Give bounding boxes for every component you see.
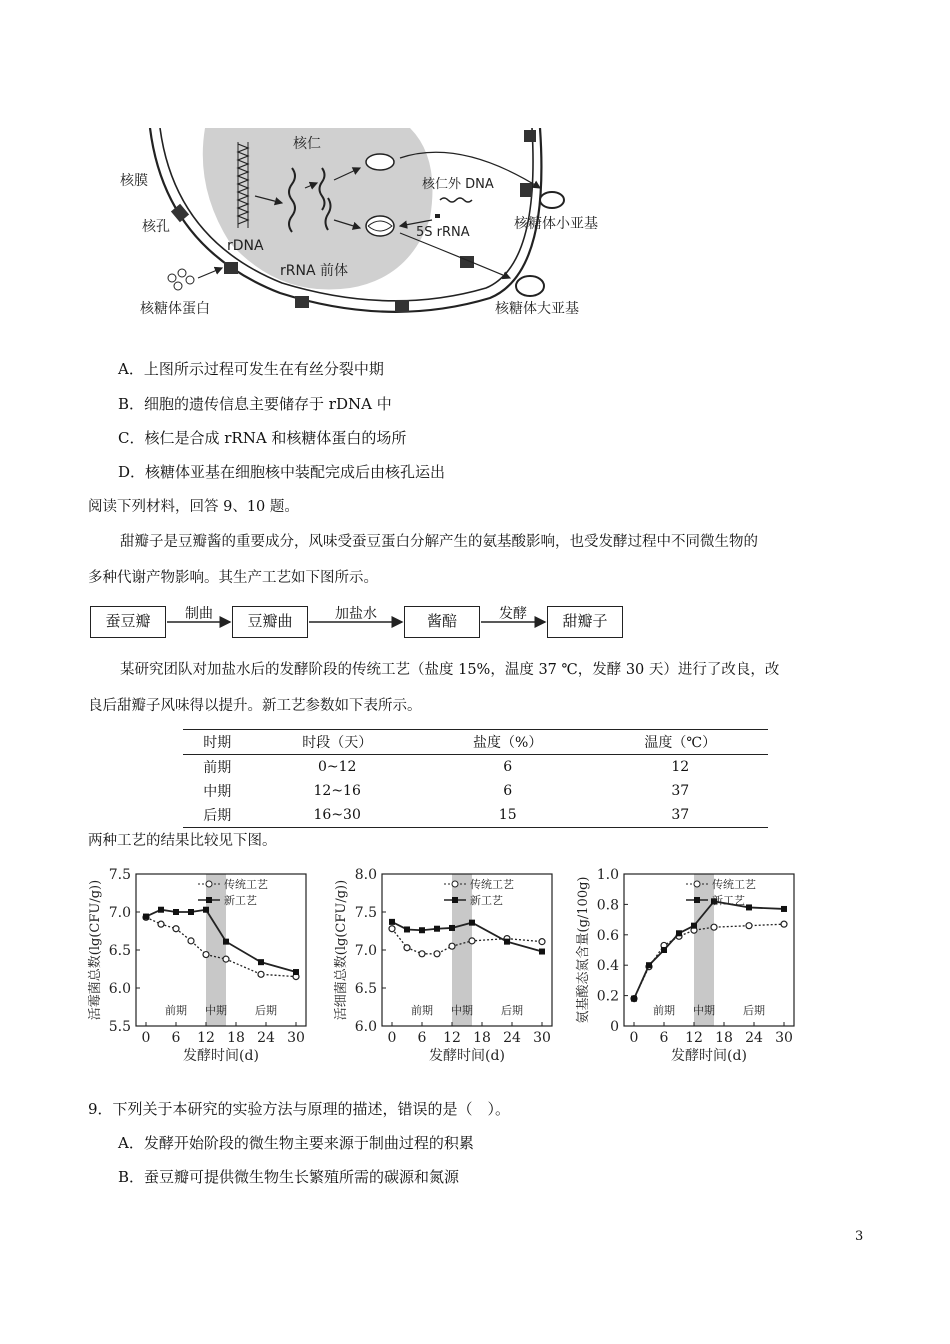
table-row bbox=[183, 803, 768, 828]
q9-option-b: B．蚕豆瓣可提供微生物生长繁殖所需的碳源和氮源 bbox=[118, 1168, 460, 1186]
y-tick-label: 0.6 bbox=[596, 927, 619, 944]
x-tick-label: 0 bbox=[141, 1030, 151, 1046]
subunit-particle bbox=[366, 216, 394, 236]
label-small-subunit: 核糖体小亚基 bbox=[514, 216, 598, 232]
data-point-traditional bbox=[419, 951, 425, 957]
data-point-new bbox=[389, 919, 395, 925]
phase-label: 中期 bbox=[451, 1004, 473, 1017]
legend-marker-traditional bbox=[452, 881, 458, 887]
legend-marker-traditional bbox=[206, 881, 212, 887]
label-nucleolus: 核仁 bbox=[293, 136, 321, 152]
data-point-new bbox=[203, 907, 209, 913]
chart-mold-svg bbox=[86, 862, 326, 1067]
compare-line: 两种工艺的结果比较见下图。 bbox=[88, 833, 277, 849]
table-cell: 中期 bbox=[203, 784, 232, 800]
x-tick-label: 6 bbox=[171, 1030, 181, 1046]
table-header-row bbox=[183, 730, 768, 755]
data-point-traditional bbox=[469, 938, 475, 944]
label-5s-rrna: 5S rRNA bbox=[416, 225, 470, 240]
q8-option-c: C．核仁是合成 rRNA 和核糖体蛋白的场所 bbox=[118, 429, 407, 447]
x-tick-label: 30 bbox=[287, 1030, 305, 1046]
data-point-traditional bbox=[173, 926, 179, 932]
data-point-new bbox=[469, 920, 475, 926]
label-nuclear-pore: 核孔 bbox=[142, 219, 170, 235]
label-ribosomal-protein: 核糖体蛋白 bbox=[140, 301, 210, 317]
table-cell: 6 bbox=[503, 759, 513, 775]
nuclear-pore bbox=[524, 130, 536, 142]
y-tick-label: 0 bbox=[610, 1019, 619, 1035]
data-point-new bbox=[646, 962, 652, 968]
data-point-new bbox=[539, 949, 545, 955]
nuclear-pore bbox=[395, 300, 409, 312]
data-point-new bbox=[419, 927, 425, 933]
phase-label: 后期 bbox=[743, 1004, 765, 1017]
y-tick-label: 6.5 bbox=[354, 981, 377, 997]
table-header: 时段（天） bbox=[302, 735, 373, 751]
x-tick-label: 0 bbox=[387, 1030, 397, 1046]
data-point-traditional bbox=[389, 926, 395, 932]
phase-label: 前期 bbox=[165, 1004, 187, 1017]
data-point-new bbox=[449, 925, 455, 931]
phase-label: 中期 bbox=[205, 1004, 227, 1017]
x-axis-label: 发酵时间(d) bbox=[671, 1048, 747, 1064]
y-tick-label: 8.0 bbox=[354, 867, 377, 883]
legend-marker-new bbox=[694, 897, 700, 903]
chart-amino-nitrogen bbox=[574, 862, 814, 1071]
small-subunit-icon bbox=[540, 192, 564, 208]
x-tick-label: 0 bbox=[629, 1030, 639, 1046]
table-row bbox=[183, 779, 768, 803]
y-tick-label: 6.5 bbox=[108, 943, 131, 959]
page-number: 3 bbox=[855, 1229, 864, 1244]
y-tick-label: 0.8 bbox=[596, 897, 619, 914]
y-tick-label: 7.5 bbox=[108, 867, 131, 883]
nuclear-pore bbox=[224, 262, 238, 274]
table-cell: 前期 bbox=[203, 760, 232, 776]
data-point-new bbox=[631, 996, 637, 1002]
table-cell: 37 bbox=[671, 783, 690, 799]
material-p1-line2: 多种代谢产物影响。其生产工艺如下图所示。 bbox=[88, 570, 378, 586]
phase-label: 前期 bbox=[411, 1004, 433, 1017]
y-tick-label: 7.0 bbox=[108, 905, 131, 921]
data-point-traditional bbox=[434, 951, 440, 957]
data-point-new bbox=[158, 907, 164, 913]
x-tick-label: 12 bbox=[443, 1030, 461, 1046]
data-point-traditional bbox=[539, 939, 545, 945]
parameter-table bbox=[183, 729, 768, 828]
table-header: 温度（℃） bbox=[644, 735, 717, 751]
chart-amino-nitrogen-svg bbox=[574, 862, 814, 1067]
extra-dna bbox=[440, 198, 472, 202]
x-axis-label: 发酵时间(d) bbox=[429, 1048, 505, 1064]
flow-box-mash: 酱醅 bbox=[404, 606, 480, 638]
y-tick-label: 5.5 bbox=[108, 1019, 131, 1035]
nuclear-pore bbox=[295, 296, 309, 308]
legend-label-traditional: 传统工艺 bbox=[224, 878, 268, 891]
y-tick-label: 6.0 bbox=[108, 981, 131, 997]
y-axis-label: 氨基酸态氮含量(g/100g) bbox=[576, 876, 591, 1024]
flow-arrow-label-1: 制曲 bbox=[185, 606, 213, 622]
chart-bacteria-svg bbox=[332, 862, 572, 1067]
x-tick-label: 6 bbox=[659, 1030, 669, 1046]
table-cell: 0~12 bbox=[317, 759, 357, 775]
subunit-particle bbox=[366, 154, 394, 170]
y-axis-label: 活细菌总数(lg(CFU/g)) bbox=[334, 879, 349, 1021]
legend-marker-new bbox=[452, 897, 458, 903]
flow-box-raw: 蚕豆瓣 bbox=[90, 606, 166, 638]
data-point-new bbox=[661, 947, 667, 953]
phase-label: 前期 bbox=[653, 1004, 675, 1017]
data-point-traditional bbox=[223, 956, 229, 962]
x-tick-label: 30 bbox=[533, 1030, 551, 1046]
x-tick-label: 6 bbox=[417, 1030, 427, 1046]
y-axis-label: 活霉菌总数(lg(CFU/g)) bbox=[88, 879, 103, 1021]
table-cell: 后期 bbox=[203, 808, 232, 824]
legend-label-new: 新工艺 bbox=[712, 894, 745, 907]
data-point-new bbox=[434, 926, 440, 932]
data-point-new bbox=[676, 930, 682, 936]
table-cell: 16~30 bbox=[313, 807, 361, 823]
legend-label-traditional: 传统工艺 bbox=[712, 878, 756, 891]
q9-stem: 9．下列关于本研究的实验方法与原理的描述，错误的是（ ）。 bbox=[88, 1100, 511, 1118]
data-point-traditional bbox=[203, 952, 209, 958]
label-nuclear-membrane: 核膜 bbox=[120, 173, 148, 189]
data-point-traditional bbox=[746, 923, 752, 929]
x-tick-label: 30 bbox=[775, 1030, 793, 1046]
label-large-subunit: 核糖体大亚基 bbox=[495, 301, 579, 317]
x-tick-label: 12 bbox=[197, 1030, 215, 1046]
table-row bbox=[183, 755, 768, 780]
flow-arrows bbox=[0, 610, 950, 640]
data-point-new bbox=[404, 926, 410, 932]
q9-option-a: A．发酵开始阶段的微生物主要来源于制曲过程的积累 bbox=[118, 1134, 474, 1152]
data-point-traditional bbox=[258, 971, 264, 977]
y-tick-label: 0.2 bbox=[596, 988, 619, 1005]
data-point-traditional bbox=[158, 921, 164, 927]
label-rrna-precursor: rRNA 前体 bbox=[280, 263, 348, 279]
data-point-traditional bbox=[711, 924, 717, 930]
chart-bacteria bbox=[332, 862, 572, 1071]
label-rdna: rDNA bbox=[227, 238, 264, 254]
legend-label-new: 新工艺 bbox=[470, 894, 503, 907]
phase-label: 中期 bbox=[693, 1004, 715, 1017]
label-extra-dna: 核仁外 DNA bbox=[422, 177, 494, 192]
data-point-new bbox=[293, 969, 299, 975]
legend-marker-traditional bbox=[694, 881, 700, 887]
flow-box-product: 甜瓣子 bbox=[547, 606, 623, 638]
data-point-traditional bbox=[449, 943, 455, 949]
intro-line: 阅读下列材料，回答 9、10 题。 bbox=[88, 499, 299, 515]
table-cell: 15 bbox=[498, 807, 517, 823]
data-point-new bbox=[143, 914, 149, 920]
legend-label-new: 新工艺 bbox=[224, 894, 257, 907]
y-tick-label: 1.0 bbox=[596, 867, 619, 883]
x-tick-label: 12 bbox=[685, 1030, 703, 1046]
data-point-traditional bbox=[188, 938, 194, 944]
table-cell: 6 bbox=[503, 783, 513, 799]
material-p2-line2: 良后甜瓣子风味得以提升。新工艺参数如下表所示。 bbox=[88, 698, 422, 714]
material-p2-line1: 某研究团队对加盐水后的发酵阶段的传统工艺（盐度 15%，温度 37 ℃，发酵 30 天）进行了改良，改 bbox=[120, 662, 780, 678]
x-tick-label: 24 bbox=[503, 1030, 521, 1046]
data-point-traditional bbox=[781, 921, 787, 927]
x-axis-label: 发酵时间(d) bbox=[183, 1048, 259, 1064]
legend-label-traditional: 传统工艺 bbox=[470, 878, 514, 891]
data-point-new bbox=[504, 939, 510, 945]
table-header: 盐度（%） bbox=[473, 735, 543, 751]
data-point-new bbox=[223, 939, 229, 945]
flow-arrow-label-2: 加盐水 bbox=[335, 606, 377, 622]
data-point-new bbox=[781, 906, 787, 912]
x-tick-label: 18 bbox=[473, 1030, 491, 1046]
y-tick-label: 7.5 bbox=[354, 905, 377, 921]
table-cell: 37 bbox=[671, 807, 690, 823]
y-tick-label: 7.0 bbox=[354, 943, 377, 959]
x-tick-label: 18 bbox=[227, 1030, 245, 1046]
table-header: 时期 bbox=[203, 735, 232, 751]
q8-option-d: D．核糖体亚基在细胞核中装配完成后由核孔运出 bbox=[118, 463, 446, 481]
large-subunit-icon bbox=[516, 276, 544, 296]
phase-label: 后期 bbox=[255, 1004, 277, 1017]
data-point-new bbox=[173, 909, 179, 915]
x-tick-label: 18 bbox=[715, 1030, 733, 1046]
material-p1-line1: 甜瓣子是豆瓣酱的重要成分，风味受蚕豆蛋白分解产生的氨基酸影响，也受发酵过程中不同微生物的 bbox=[120, 534, 758, 550]
legend-marker-new bbox=[206, 897, 212, 903]
y-tick-label: 0.4 bbox=[596, 958, 619, 975]
table-cell: 12~16 bbox=[313, 783, 361, 799]
q8-option-b: B．细胞的遗传信息主要储存于 rDNA 中 bbox=[118, 395, 392, 413]
table-cell: 12 bbox=[671, 759, 690, 775]
data-point-new bbox=[258, 959, 264, 965]
x-tick-label: 24 bbox=[745, 1030, 763, 1046]
chart-mold bbox=[86, 862, 326, 1071]
ribosome-assembly-diagram bbox=[110, 128, 640, 328]
flow-box-koji: 豆瓣曲 bbox=[232, 606, 308, 638]
nuclear-pore bbox=[520, 183, 532, 197]
data-point-traditional bbox=[404, 945, 410, 951]
flow-arrow-label-3: 发酵 bbox=[499, 606, 527, 622]
x-tick-label: 24 bbox=[257, 1030, 275, 1046]
ribosomal-protein-icon bbox=[168, 274, 176, 282]
data-point-new bbox=[188, 909, 194, 915]
phase-label: 后期 bbox=[501, 1004, 523, 1017]
y-tick-label: 6.0 bbox=[354, 1019, 377, 1035]
data-point-new bbox=[746, 904, 752, 910]
data-point-new bbox=[691, 923, 697, 929]
q8-option-a: A．上图所示过程可发生在有丝分裂中期 bbox=[118, 360, 384, 378]
